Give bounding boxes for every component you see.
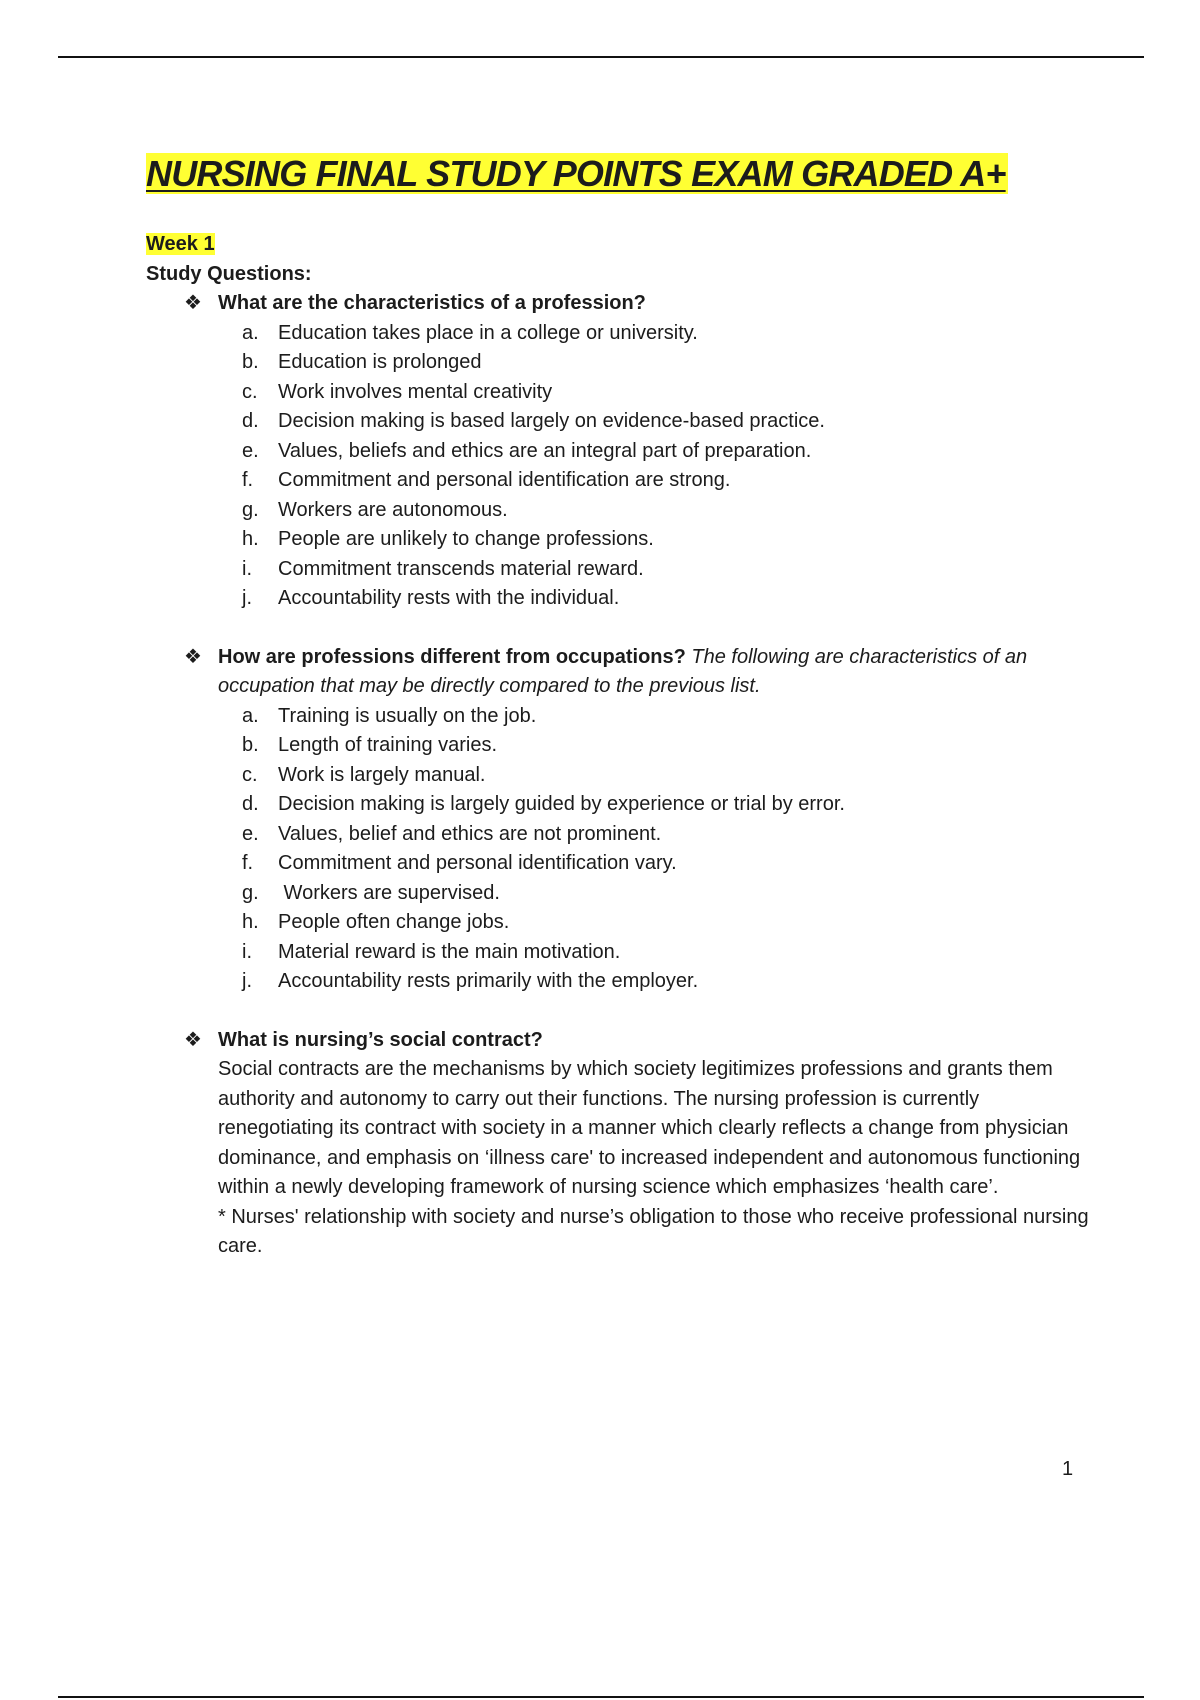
list-item — [146, 378, 1096, 408]
list-item-text: Accountability rests primarily with the employer. — [278, 970, 699, 992]
list-item-text: Work involves mental creativity — [278, 380, 553, 403]
question-1-title: What are the characteristics of a profession? — [218, 292, 646, 314]
list-item-text: Work is largely manual. — [278, 763, 486, 786]
list-item-letter: c. — [242, 763, 258, 786]
list-item-letter: h. — [242, 911, 259, 933]
list-item-letter: h. — [242, 528, 259, 550]
document-body — [146, 230, 1096, 1262]
list-item — [146, 555, 1096, 585]
list-item-letter: f. — [242, 852, 254, 874]
document-title — [146, 148, 1008, 200]
title-text: NURSING FINAL STUDY POINTS EXAM GRADED A+ — [146, 153, 1006, 194]
list-item-text: Workers are autonomous. — [278, 498, 508, 521]
list-item-text: Commitment and personal identification are strong. — [278, 469, 731, 491]
list-item-text: Commitment and personal identification vary. — [278, 852, 677, 874]
list-item — [146, 849, 1096, 879]
list-item-text: Values, belief and ethics are not prominent. — [278, 822, 662, 845]
question-3-note: * Nurses' relationship with society and nurse’s obligation to those who receive professional nursing care. — [218, 1205, 1089, 1257]
list-item — [146, 319, 1096, 349]
list-item-text: Decision making is largely guided by experience or trial by error. — [278, 793, 845, 815]
list-item-letter: a. — [242, 321, 259, 344]
list-item-letter: g. — [242, 498, 259, 521]
list-item — [146, 525, 1096, 555]
list-item-letter: c. — [242, 380, 258, 403]
list-item-letter: e. — [242, 822, 259, 845]
list-item-text: Education takes place in a college or university. — [278, 321, 698, 344]
list-item-text: Education is prolonged — [278, 351, 482, 373]
diamond-bullet-icon: ❖ — [184, 292, 202, 314]
study-questions-label: Study Questions: — [146, 262, 312, 285]
diamond-bullet-icon: ❖ — [184, 1028, 202, 1051]
list-item-text: Values, beliefs and ethics are an integral part of preparation. — [278, 439, 812, 462]
question-2-note: The following are characteristics of an occupation that may be directly compared to the previous list. — [218, 645, 1028, 697]
list-item — [146, 908, 1096, 938]
list-item — [146, 938, 1096, 968]
question-1 — [146, 289, 1096, 319]
question-3-paragraph: Social contracts are the mechanisms by which society legitimizes professions and grants them authority and autonomy to carry out their functions. The nursing profession is currently renegotiating its contract with society in a manner which clearly reflects a change from physician dominance, and emphasis on ‘illness care' to increased independent and autonomous functioning within a newly developing framework of nursing science which emphasizes ‘health care’. — [218, 1058, 1081, 1198]
list-item-text: People are unlikely to change professions. — [278, 528, 654, 550]
question-3 — [146, 1026, 1096, 1056]
list-item-letter: e. — [242, 439, 259, 462]
list-item — [146, 496, 1096, 526]
list-item-letter: j. — [242, 970, 252, 992]
question-2-list — [146, 702, 1096, 997]
list-item-text: Training is usually on the job. — [278, 704, 537, 727]
list-item — [146, 466, 1096, 496]
list-item-letter: g. — [242, 881, 259, 904]
list-item-letter: d. — [242, 410, 259, 432]
list-item-text: Decision making is based largely on evidence-based practice. — [278, 410, 825, 432]
list-item — [146, 790, 1096, 820]
diamond-bullet-icon: ❖ — [184, 645, 202, 668]
list-item-letter: j. — [242, 587, 252, 609]
bottom-rule — [58, 1696, 1144, 1698]
week-heading: Week 1 — [146, 233, 215, 255]
list-item-text: Material reward is the main motivation. — [278, 940, 621, 963]
question-3-title: What is nursing’s social contract? — [218, 1028, 543, 1051]
list-item-letter: i. — [242, 557, 252, 580]
list-item — [146, 702, 1096, 732]
list-item-letter: f. — [242, 469, 254, 491]
list-item-text: Length of training varies. — [278, 734, 498, 756]
question-1-list — [146, 319, 1096, 614]
list-item — [146, 879, 1096, 909]
top-rule — [58, 56, 1144, 58]
list-item — [146, 820, 1096, 850]
list-item-letter: b. — [242, 351, 259, 373]
list-item-text: Commitment transcends material reward. — [278, 557, 644, 580]
list-item — [146, 584, 1096, 614]
list-item-letter: a. — [242, 704, 259, 727]
list-item — [146, 967, 1096, 997]
list-item-letter: d. — [242, 793, 259, 815]
list-item — [146, 407, 1096, 437]
list-item-text: People often change jobs. — [278, 911, 510, 933]
list-item — [146, 731, 1096, 761]
question-2-title: How are professions different from occupations? — [218, 645, 686, 668]
list-item-letter: b. — [242, 734, 259, 756]
list-item-text: Workers are supervised. — [278, 881, 500, 904]
list-item — [146, 437, 1096, 467]
list-item — [146, 761, 1096, 791]
list-item — [146, 348, 1096, 378]
question-2 — [146, 643, 1096, 702]
page-number: 1 — [1062, 1458, 1074, 1480]
list-item-letter: i. — [242, 940, 252, 963]
list-item-text: Accountability rests with the individual. — [278, 587, 620, 609]
